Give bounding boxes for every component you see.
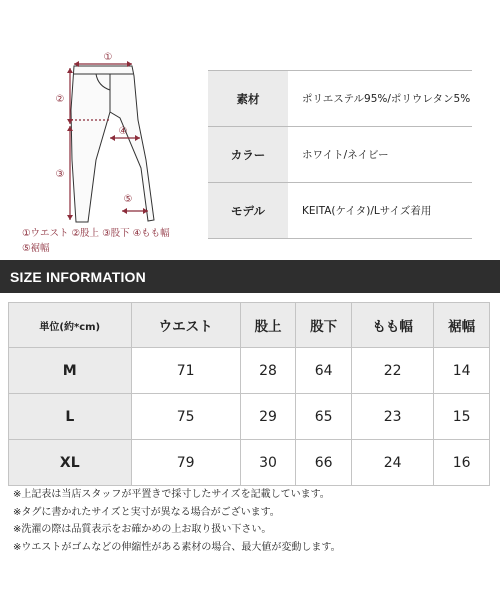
size-label: M <box>9 348 132 394</box>
spec-value: KEITA(ケイタ)/Lサイズ着用 <box>302 205 432 217</box>
hem-arrow <box>122 208 148 214</box>
notes <box>13 486 341 556</box>
table-cell: 15 <box>434 394 490 440</box>
spec-value: ポリエステル95%/ポリウレタン5% <box>302 93 471 105</box>
marker-inseam: ③ <box>55 169 65 180</box>
header-inseam: 股下 <box>296 303 352 348</box>
size-information-banner: SIZE INFORMATION <box>0 260 500 293</box>
table-cell: 66 <box>296 440 352 486</box>
note-line: ※ウエストがゴムなどの伸縮性がある素材の場合、最大値が変動します。 <box>13 541 341 553</box>
header-thigh: もも幅 <box>351 303 433 348</box>
header-waist: ウエスト <box>131 303 240 348</box>
table-cell: 23 <box>351 394 433 440</box>
product-spec-table <box>208 70 472 239</box>
table-cell: 79 <box>131 440 240 486</box>
size-label: XL <box>9 440 132 486</box>
spec-row-color <box>208 127 472 183</box>
marker-waist: ① <box>103 52 113 63</box>
table-cell: 64 <box>296 348 352 394</box>
size-table-header-row <box>9 303 490 348</box>
table-row <box>9 440 490 486</box>
legend-line-1: ①ウエスト ②股上 ③股下 ④もも幅 <box>22 228 170 239</box>
table-cell: 14 <box>434 348 490 394</box>
spec-value: ホワイト/ネイビー <box>302 149 389 161</box>
marker-rise: ② <box>55 94 65 105</box>
table-cell: 28 <box>240 348 296 394</box>
note-line: ※上記表は当店スタッフが平置きで採寸したサイズを記載しています。 <box>13 489 330 500</box>
table-cell: 30 <box>240 440 296 486</box>
marker-thigh: ④ <box>118 126 128 137</box>
spec-label: カラー <box>208 127 288 182</box>
size-table <box>8 302 490 486</box>
table-cell: 65 <box>296 394 352 440</box>
note-line: ※洗濯の際は品質表示をお確かめの上お取り扱い下さい。 <box>13 524 272 535</box>
table-cell: 16 <box>434 440 490 486</box>
table-cell: 75 <box>131 394 240 440</box>
header-unit: 単位(約*cm) <box>9 303 132 348</box>
header-hem: 裾幅 <box>434 303 490 348</box>
pants-outline <box>71 66 154 222</box>
spec-row-material <box>208 71 472 127</box>
table-cell: 29 <box>240 394 296 440</box>
spec-row-model <box>208 183 472 239</box>
spec-label: 素材 <box>208 71 288 126</box>
marker-hem: ⑤ <box>123 194 133 205</box>
header-rise: 股上 <box>240 303 296 348</box>
table-cell: 24 <box>351 440 433 486</box>
note-line: ※タグに書かれたサイズと実寸が異なる場合がございます。 <box>13 506 280 518</box>
table-cell: 22 <box>351 348 433 394</box>
table-row <box>9 394 490 440</box>
measurement-legend <box>22 226 170 256</box>
legend-line-2: ⑤裾幅 <box>22 243 50 254</box>
spec-label: モデル <box>208 183 288 238</box>
table-cell: 71 <box>131 348 240 394</box>
table-row <box>9 348 490 394</box>
size-label: L <box>9 394 132 440</box>
